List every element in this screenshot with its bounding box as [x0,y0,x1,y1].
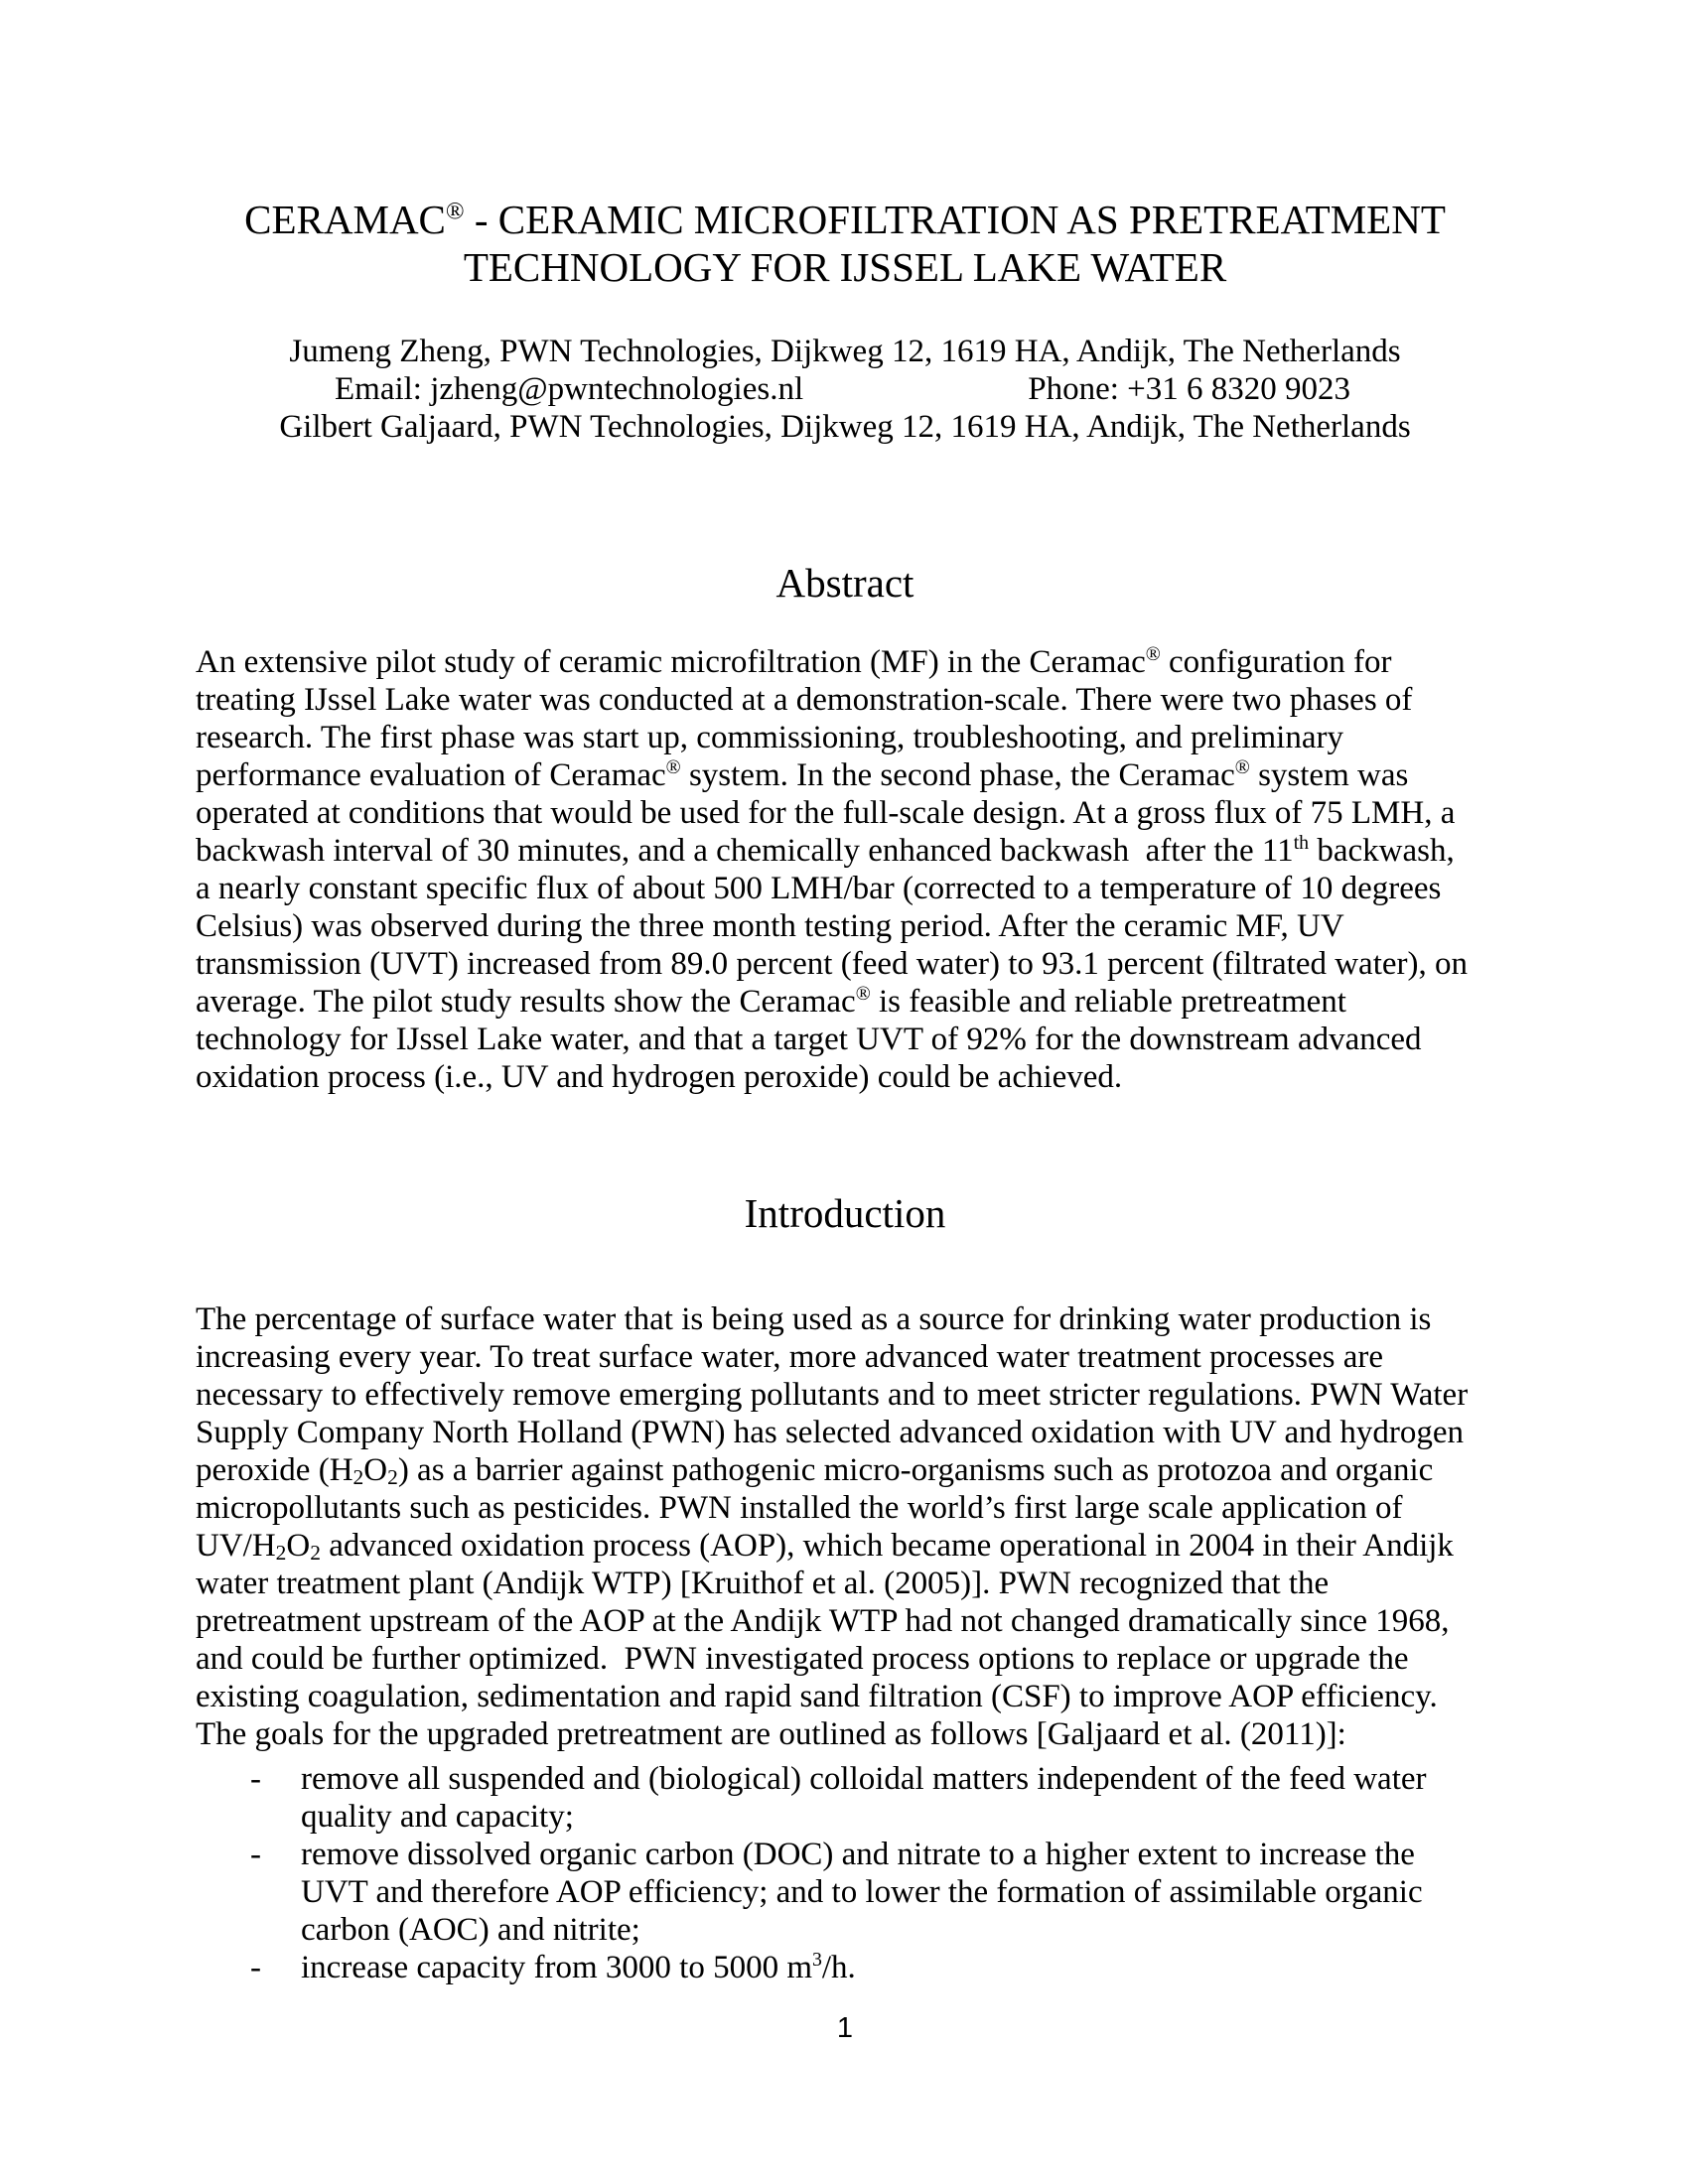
text-line: micropollutants such as pesticides. PWN installed the world’s first large scale application of [196,1490,1403,1526]
text-line: treating IJssel Lake water was conducted at a demonstration-scale. There were two phases of [196,682,1413,718]
text-line: CERAMAC® - CERAMIC MICROFILTRATION AS PRETREATMENT [244,197,1446,242]
introduction-paragraph [196,1300,1494,1753]
bullet-marker: - [250,1950,261,1985]
text-line: operated at conditions that would be used for the full-scale design. At a gross flux of 75 LMH, a [196,795,1456,831]
author-contact-row [196,370,1494,408]
text-line: remove dissolved organic carbon (DOC) and nitrate to a higher extent to increase the [301,1837,1415,1872]
author-block [196,333,1494,446]
text-line: pretreatment upstream of the AOP at the Andijk WTP had not changed dramatically since 1968, [196,1603,1450,1639]
text-line: increasing every year. To treat surface water, more advanced water treatment processes are [196,1339,1383,1375]
text-line: existing coagulation, sedimentation and rapid sand filtration (CSF) to improve AOP efficiency. [196,1679,1438,1714]
text-line: research. The first phase was start up, commissioning, troubleshooting, and preliminary [196,720,1343,755]
text-line: transmission (UVT) increased from 89.0 percent (feed water) to 93.1 percent (filtrated water), on [196,946,1468,982]
text-line: water treatment plant (Andijk WTP) [Kruithof et al. (2005)]. PWN recognized that the [196,1566,1330,1601]
paper-title [196,196,1494,291]
bullet-item [196,1836,1494,1949]
text-line: increase capacity from 3000 to 5000 $m^3/h$. [301,1949,856,1985]
bullet-item [196,1949,1494,1986]
text-line: peroxide $(H_2O_2)$ as a barrier against pathogenic micro-organisms such as protozoa and organic [196,1452,1434,1489]
abstract-paragraph [196,643,1494,1096]
introduction-heading: Introduction [744,1190,946,1236]
author-affiliation-2: Gilbert Galjaard, PWN Technologies, Dijkweg 12, 1619 HA, Andijk, The Netherlands [279,409,1411,445]
page-footer [196,2011,1494,2045]
author-email: Email: jzheng@pwntechnologies.nl [335,371,804,407]
text-line: carbon (AOC) and nitrite; [301,1912,640,1948]
bullet-marker: - [250,1761,261,1797]
page-number: 1 [836,2012,854,2044]
text-line: and could be further optimized. PWN investigated process options to replace or upgrade the [196,1641,1409,1677]
bullet-item [196,1760,1494,1836]
text-line: UVT and therefore AOP efficiency; and to lower the formation of assimilable organic [301,1874,1423,1910]
author-phone: Phone: +31 6 8320 9023 [1028,371,1350,407]
text-line: technology for IJssel Lake water, and that a target UVT of 92% for the downstream advanced [196,1022,1422,1057]
text-line: Supply Company North Holland (PWN) has selected advanced oxidation with UV and hydrogen [196,1415,1464,1450]
text-line: necessary to effectively remove emerging pollutants and to meet stricter regulations. PWN Water [196,1377,1469,1413]
bullet-marker: - [250,1837,261,1872]
text-line: $UV/H_2O_2$ advanced oxidation process (AOP), which became operational in 2004 in their Andijk [196,1528,1454,1565]
text-line: TECHNOLOGY FOR IJSSEL LAKE WATER [463,244,1227,290]
abstract-heading: Abstract [775,560,914,606]
text-line: An extensive pilot study of ceramic microfiltration (MF) in the Ceramac® configuration for [196,643,1392,680]
text-line: performance evaluation of Ceramac® system. In the second phase, the Ceramac® system was [196,756,1409,793]
text-line: Celsius) was observed during the three month testing period. After the ceramic MF, UV [196,908,1344,944]
author-affiliation-1: Jumeng Zheng, PWN Technologies, Dijkweg 12, 1619 HA, Andijk, The Netherlands [289,334,1401,369]
text-line: quality and capacity; [301,1799,574,1835]
text-line: a nearly constant specific flux of about 500 LMH/bar (corrected to a temperature of 10 degrees [196,871,1442,906]
text-line: The percentage of surface water that is being used as a source for drinking water production is [196,1301,1432,1337]
goals-bullet-list [196,1760,1494,1986]
text-line: The goals for the upgraded pretreatment are outlined as follows [Galjaard et al. (2011)]: [196,1716,1346,1752]
text-line: average. The pilot study results show the Ceramac® is feasible and reliable pretreatment [196,983,1346,1020]
text-line: oxidation process (i.e., UV and hydrogen peroxide) could be achieved. [196,1059,1123,1095]
text-line: remove all suspended and (biological) colloidal matters independent of the feed water [301,1761,1427,1797]
text-line: backwash interval of 30 minutes, and a chemically enhanced backwash after the 11th backwash, [196,832,1455,869]
